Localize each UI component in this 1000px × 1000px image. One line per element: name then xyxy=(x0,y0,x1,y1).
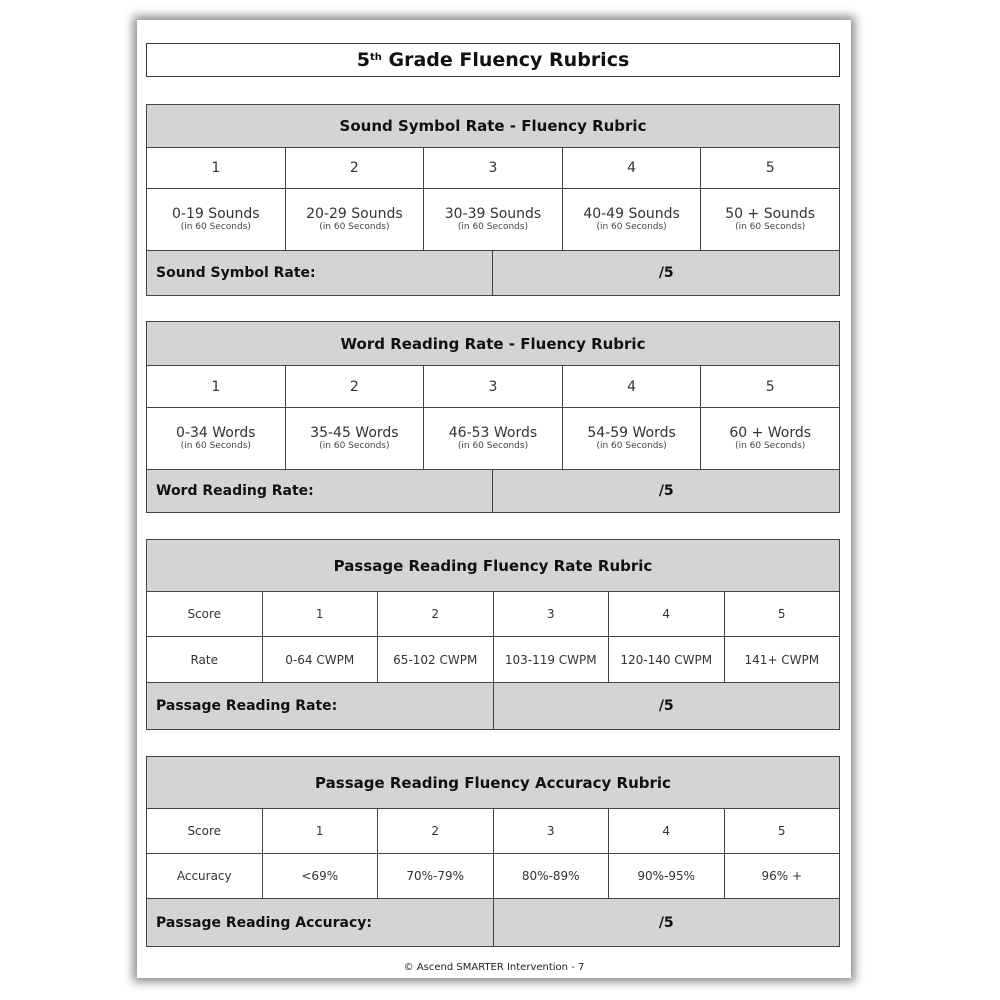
range-cell xyxy=(147,189,286,251)
score-cell: 1 xyxy=(147,148,286,189)
range-note: (in 60 Seconds) xyxy=(596,222,667,232)
range-note: (in 60 Seconds) xyxy=(735,222,806,232)
table-heading: Passage Reading Fluency Accuracy Rubric xyxy=(147,757,840,809)
range-value: 46-53 Words xyxy=(448,425,538,441)
row-label: Score xyxy=(147,592,263,637)
passage-rate-table xyxy=(146,539,840,730)
range-note: (in 60 Seconds) xyxy=(735,441,806,451)
range-note: (in 60 Seconds) xyxy=(319,222,390,232)
rate-cell: 0-64 CWPM xyxy=(262,637,378,683)
score-cell: 2 xyxy=(285,366,424,408)
score-cell: 2 xyxy=(378,809,494,854)
range-cell xyxy=(424,189,563,251)
range-cell xyxy=(424,408,563,470)
total-field[interactable]: /5 xyxy=(493,683,840,730)
score-cell: 5 xyxy=(701,366,840,408)
total-label: Word Reading Rate: xyxy=(147,470,493,513)
range-value: 20-29 Sounds xyxy=(306,206,403,222)
accuracy-cell: 96% + xyxy=(724,854,840,899)
range-cell xyxy=(701,189,840,251)
score-cell: 2 xyxy=(378,592,494,637)
score-cell: 2 xyxy=(285,148,424,189)
range-value: 35-45 Words xyxy=(310,425,399,441)
row-label: Rate xyxy=(147,637,263,683)
passage-accuracy-table xyxy=(146,756,840,947)
range-value: 0-34 Words xyxy=(176,425,256,441)
score-cell: 3 xyxy=(493,809,609,854)
rate-cell: 120-140 CWPM xyxy=(609,637,725,683)
score-cell: 4 xyxy=(562,148,701,189)
range-value: 0-19 Sounds xyxy=(171,206,260,222)
page-title xyxy=(146,43,840,77)
range-value: 60 + Words xyxy=(729,425,812,441)
range-value: 54-59 Words xyxy=(587,425,676,441)
score-cell: 3 xyxy=(424,148,563,189)
table-heading: Passage Reading Fluency Rate Rubric xyxy=(147,540,840,592)
word-reading-table xyxy=(146,321,840,513)
range-note: (in 60 Seconds) xyxy=(457,222,529,232)
rubric-page xyxy=(137,20,851,978)
score-cell: 3 xyxy=(493,592,609,637)
table-heading: Sound Symbol Rate - Fluency Rubric xyxy=(147,105,840,148)
range-note: (in 60 Seconds) xyxy=(180,222,251,232)
accuracy-cell: 70%-79% xyxy=(378,854,494,899)
total-label: Sound Symbol Rate: xyxy=(147,251,493,296)
rate-cell: 103-119 CWPM xyxy=(493,637,609,683)
range-cell xyxy=(562,408,701,470)
score-cell: 1 xyxy=(262,592,378,637)
score-cell: 1 xyxy=(147,366,286,408)
range-cell xyxy=(285,408,424,470)
score-cell: 5 xyxy=(724,809,840,854)
title-text: Grade Fluency Rubrics xyxy=(381,49,630,71)
rate-cell: 141+ CWPM xyxy=(724,637,840,683)
range-note: (in 60 Seconds) xyxy=(180,441,251,451)
range-cell xyxy=(701,408,840,470)
accuracy-cell: 80%-89% xyxy=(493,854,609,899)
range-value: 50 + Sounds xyxy=(725,206,816,222)
score-cell: 1 xyxy=(262,809,378,854)
sound-symbol-table xyxy=(146,104,840,296)
page-footer: © Ascend SMARTER Intervention - 7 xyxy=(403,962,585,973)
row-label: Score xyxy=(147,809,263,854)
range-value: 40-49 Sounds xyxy=(583,206,680,222)
total-label: Passage Reading Accuracy: xyxy=(147,899,494,947)
total-field[interactable]: /5 xyxy=(493,470,840,513)
range-note: (in 60 Seconds) xyxy=(596,441,667,451)
title-number: 5 xyxy=(356,49,370,71)
score-cell: 4 xyxy=(609,592,725,637)
range-note: (in 60 Seconds) xyxy=(457,441,529,451)
rate-cell: 65-102 CWPM xyxy=(378,637,494,683)
title-suffix: th xyxy=(369,51,382,63)
score-cell: 4 xyxy=(609,809,725,854)
range-value: 30-39 Sounds xyxy=(444,206,542,222)
score-cell: 4 xyxy=(562,366,701,408)
score-cell: 5 xyxy=(701,148,840,189)
range-note: (in 60 Seconds) xyxy=(319,441,390,451)
row-label: Accuracy xyxy=(147,854,263,899)
range-cell xyxy=(562,189,701,251)
range-cell xyxy=(147,408,286,470)
accuracy-cell: <69% xyxy=(262,854,378,899)
total-label: Passage Reading Rate: xyxy=(147,683,494,730)
total-field[interactable]: /5 xyxy=(493,251,840,296)
total-field[interactable]: /5 xyxy=(493,899,840,947)
score-cell: 5 xyxy=(724,592,840,637)
range-cell xyxy=(285,189,424,251)
score-cell: 3 xyxy=(424,366,563,408)
accuracy-cell: 90%-95% xyxy=(609,854,725,899)
table-heading: Word Reading Rate - Fluency Rubric xyxy=(147,322,840,366)
